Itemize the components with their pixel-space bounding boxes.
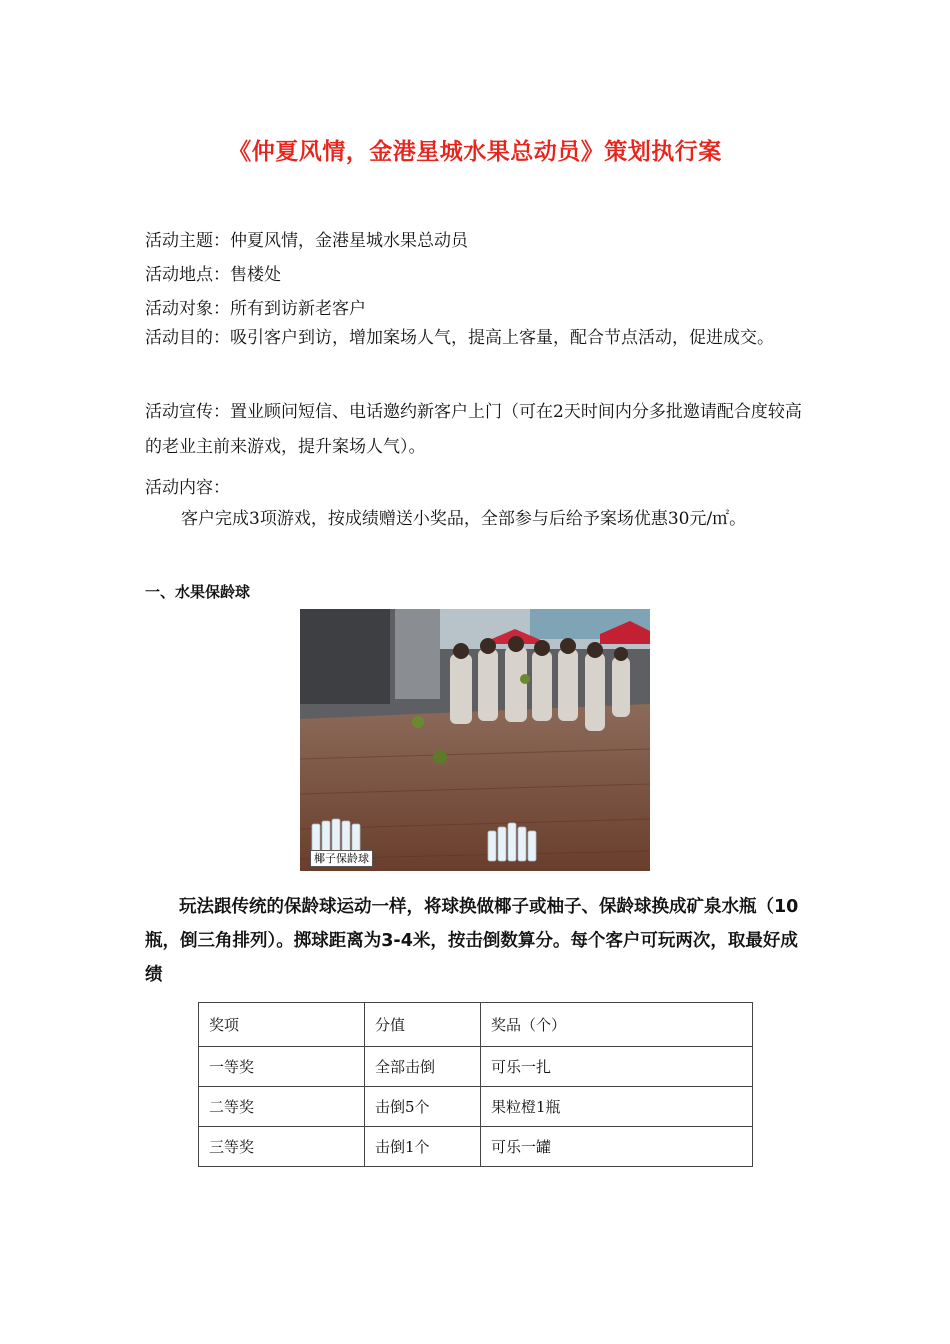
bowling-photo bbox=[300, 609, 650, 871]
table-header-row bbox=[199, 1003, 753, 1047]
table-row bbox=[199, 1047, 753, 1087]
table-row bbox=[199, 1127, 753, 1167]
photo-illustration bbox=[300, 609, 650, 871]
info-location: 活动地点：售楼处 bbox=[145, 265, 281, 285]
table-cell: 三等奖 bbox=[199, 1127, 365, 1167]
photo-caption: 椰子保龄球 bbox=[310, 850, 373, 867]
document-title: 《仲夏风情，金港星城水果总动员》策划执行案 bbox=[228, 139, 722, 165]
table-cell: 可乐一罐 bbox=[481, 1127, 753, 1167]
table-cell: 一等奖 bbox=[199, 1047, 365, 1087]
bowling-description: 玩法跟传统的保龄球运动一样，将球换做椰子或柚子、保龄球换成矿泉水瓶（10瓶，倒三角排列）。掷球距离为3-4米，按击倒数算分。每个客户可玩两次，取最好成绩 bbox=[145, 897, 799, 985]
table-header-cell: 奖项 bbox=[199, 1003, 365, 1047]
info-theme: 活动主题：仲夏风情，金港星城水果总动员 bbox=[145, 231, 468, 251]
table-cell: 击倒1个 bbox=[365, 1127, 481, 1167]
info-content-label: 活动内容： bbox=[145, 478, 230, 498]
section-heading: 一、水果保龄球 bbox=[145, 583, 251, 601]
table-cell: 可乐一扎 bbox=[481, 1047, 753, 1087]
table-cell: 二等奖 bbox=[199, 1087, 365, 1127]
info-purpose: 活动目的：吸引客户到访，增加案场人气，提高上客量，配合节点活动，促进成交。 bbox=[145, 328, 774, 348]
table-cell: 击倒5个 bbox=[365, 1087, 481, 1127]
table-header-cell: 分值 bbox=[365, 1003, 481, 1047]
info-audience: 活动对象：所有到访新老客户 bbox=[145, 299, 366, 319]
info-content-text: 客户完成3项游戏，按成绩赠送小奖品，全部参与后给予案场优惠30元/㎡。 bbox=[181, 509, 747, 529]
table-header-cell: 奖品（个） bbox=[481, 1003, 753, 1047]
prize-table bbox=[198, 1002, 753, 1167]
table-cell: 全部击倒 bbox=[365, 1047, 481, 1087]
table-row bbox=[199, 1087, 753, 1127]
table-cell: 果粒橙1瓶 bbox=[481, 1087, 753, 1127]
info-promotion: 活动宣传：置业顾问短信、电话邀约新客户上门（可在2天时间内分多批邀请配合度较高的老业主前来游戏，提升案场人气）。 bbox=[145, 402, 802, 457]
